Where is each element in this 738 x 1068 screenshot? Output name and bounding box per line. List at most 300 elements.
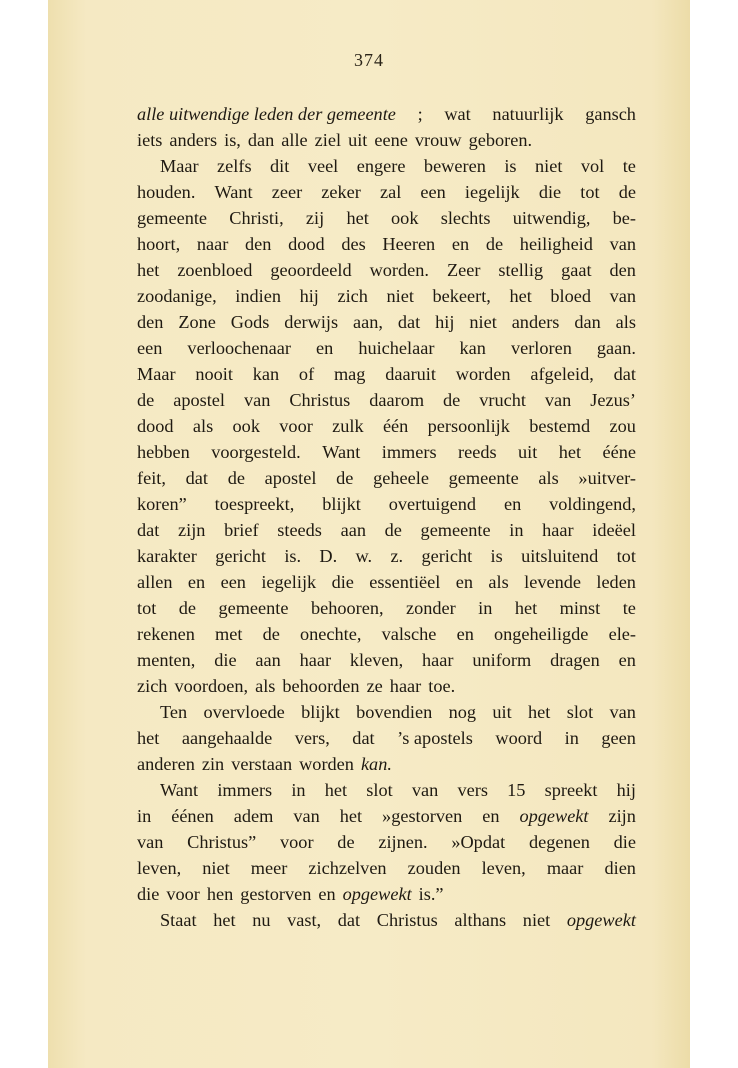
word: minst <box>559 598 601 618</box>
word: niet <box>386 286 414 306</box>
word: veel <box>307 156 339 176</box>
word: van <box>411 780 439 800</box>
word: tot <box>137 598 157 618</box>
word: ’s apostels <box>397 728 473 748</box>
word: en <box>316 338 334 358</box>
word: naar <box>196 234 229 254</box>
word: het <box>213 910 236 930</box>
word: alle <box>281 130 308 150</box>
word: behoorden <box>282 676 360 696</box>
word: zouden <box>407 858 461 878</box>
word: dood <box>288 234 325 254</box>
word: vrucht <box>479 390 526 410</box>
word: de <box>262 624 280 644</box>
word: uitwendig, <box>512 208 591 228</box>
word: het <box>137 728 160 748</box>
word: ook <box>391 208 419 228</box>
word: als <box>192 416 214 436</box>
word: apostel <box>264 468 317 488</box>
word: behooren, <box>310 598 384 618</box>
word: tot <box>616 546 636 566</box>
word: uit <box>492 702 512 722</box>
word: en <box>187 572 206 592</box>
word: één <box>382 416 409 436</box>
word: althans <box>454 910 507 930</box>
word: het <box>324 780 348 800</box>
word: afgeleid, <box>530 364 594 384</box>
word: een <box>420 182 446 202</box>
word: uit <box>518 442 538 462</box>
word: een <box>137 338 163 358</box>
word: overtuigend <box>388 494 477 514</box>
word: te <box>622 156 636 176</box>
word: niet <box>534 156 563 176</box>
word: het <box>346 208 369 228</box>
word: w. <box>355 546 373 566</box>
word: voor <box>280 832 314 852</box>
word: beweren <box>423 156 486 176</box>
word: menten, <box>137 650 196 670</box>
word: de <box>618 182 636 202</box>
word: in <box>291 780 306 800</box>
word: zulk <box>332 416 364 436</box>
word: en <box>318 884 336 904</box>
word: die <box>214 650 237 670</box>
text-line <box>137 153 636 179</box>
word: ongeheiligde <box>494 624 589 644</box>
word: levende <box>524 572 581 592</box>
word: derwijs <box>284 312 339 332</box>
word: den <box>609 260 636 280</box>
word: in <box>509 520 524 540</box>
text-line <box>137 881 636 907</box>
text-line <box>137 465 636 491</box>
word: gemeente <box>137 208 208 228</box>
word: stellig <box>498 260 544 280</box>
word: de <box>443 390 461 410</box>
word: hij <box>435 312 455 332</box>
word: tot <box>580 182 600 202</box>
word: niet <box>522 910 551 930</box>
word: gemeente <box>420 520 491 540</box>
word: haar <box>299 650 332 670</box>
word: woord <box>495 728 543 748</box>
word: engere <box>356 156 406 176</box>
word: dat <box>352 728 375 748</box>
word: een <box>220 572 246 592</box>
word: »uitver- <box>578 468 636 488</box>
text-line <box>137 127 636 153</box>
word: Staat <box>160 910 197 930</box>
word: is <box>504 156 517 176</box>
word: dien <box>604 858 636 878</box>
word: verstaan <box>231 754 293 774</box>
word: meer <box>250 858 288 878</box>
word: persoonlijk <box>427 416 510 436</box>
word: zijn <box>178 520 206 540</box>
text-line <box>137 595 636 621</box>
italic-word: opgewekt <box>519 806 589 826</box>
word: zeker <box>321 182 361 202</box>
word: des <box>341 234 366 254</box>
text-line <box>137 413 636 439</box>
word: van <box>609 702 636 722</box>
word: be- <box>612 208 636 228</box>
word: vers, <box>294 728 330 748</box>
word: onechte, <box>300 624 362 644</box>
body-text <box>137 101 636 933</box>
word: essentiëel <box>369 572 441 592</box>
word: eene <box>374 130 408 150</box>
italic-word: kan. <box>360 754 392 774</box>
word: Want <box>322 442 361 462</box>
word: dat <box>137 520 160 540</box>
word: Zeer <box>446 260 481 280</box>
word: voor <box>166 884 200 904</box>
text-line <box>137 803 636 829</box>
word: die <box>331 572 354 592</box>
word: ziel <box>314 130 342 150</box>
word: apostel <box>173 390 226 410</box>
word: van <box>293 806 320 826</box>
word: rekenen <box>137 624 195 644</box>
word: degenen <box>528 832 590 852</box>
word: kleven, <box>349 650 404 670</box>
word: maar <box>546 858 584 878</box>
word: nog <box>448 702 476 722</box>
word: worden. <box>369 260 429 280</box>
word: Heeren <box>382 234 436 254</box>
text-line <box>137 309 636 335</box>
word: leden <box>596 572 636 592</box>
text-line <box>137 205 636 231</box>
word: nu <box>252 910 271 930</box>
word: zelfs <box>217 156 252 176</box>
word: geen <box>601 728 636 748</box>
word: éénen <box>171 806 214 826</box>
word: Want <box>160 780 199 800</box>
word: adem <box>233 806 274 826</box>
text-line <box>137 621 636 647</box>
word: indien <box>235 286 281 306</box>
word: dat <box>337 910 361 930</box>
word: voordoen, <box>174 676 249 696</box>
word: zal <box>379 182 402 202</box>
word: z. <box>390 546 404 566</box>
word: en <box>451 234 470 254</box>
word: feit, <box>137 468 166 488</box>
word: bestemd <box>529 416 591 436</box>
word: aangehaalde <box>181 728 273 748</box>
word: vrouw <box>414 130 462 150</box>
word: bloed <box>550 286 591 306</box>
word: voorgesteld. <box>211 442 301 462</box>
word: van <box>609 286 636 306</box>
word: daaruit <box>385 364 436 384</box>
word: zichzelven <box>308 858 387 878</box>
word: hij <box>299 286 319 306</box>
word: immers <box>381 442 437 462</box>
word: toespreekt, <box>214 494 295 514</box>
word: in <box>137 806 152 826</box>
word: of <box>298 364 315 384</box>
word: verloochenaar <box>187 338 291 358</box>
word: zou <box>609 416 636 436</box>
word: in <box>564 728 579 748</box>
word: gansch <box>585 104 636 124</box>
word: anders <box>511 312 560 332</box>
word: voor <box>279 416 313 436</box>
word: gaat <box>561 260 592 280</box>
word: ook <box>232 416 260 436</box>
word: als <box>255 676 276 696</box>
word: hebben <box>137 442 190 462</box>
word: geheele <box>373 468 429 488</box>
word: gericht <box>421 546 473 566</box>
word: bekeert, <box>432 286 491 306</box>
word: 15 <box>507 780 526 800</box>
word: en <box>503 494 522 514</box>
word: kan <box>459 338 486 358</box>
word: vol <box>580 156 605 176</box>
text-line <box>137 725 636 751</box>
text-line <box>137 257 636 283</box>
word: blijkt <box>322 494 361 514</box>
word: dit <box>270 156 290 176</box>
word: overvloede <box>203 702 285 722</box>
word: zonder <box>405 598 456 618</box>
text-line <box>137 491 636 517</box>
text-line <box>137 283 636 309</box>
text-line <box>137 569 636 595</box>
word: aan <box>340 520 366 540</box>
word: de <box>485 234 504 254</box>
word: zijn <box>608 806 636 826</box>
italic-word: opgewekt <box>342 884 412 904</box>
word: gericht <box>215 546 266 566</box>
word: slot <box>566 702 594 722</box>
word: haar <box>389 676 422 696</box>
word: het <box>509 286 532 306</box>
word: zij <box>305 208 325 228</box>
word: allen <box>137 572 173 592</box>
word: in <box>478 598 493 618</box>
word: ideëel <box>592 520 636 540</box>
word: kan <box>252 364 280 384</box>
word: gemeente <box>218 598 289 618</box>
word: en <box>618 650 636 670</box>
word: zoenbloed <box>177 260 253 280</box>
word: anders <box>169 130 218 150</box>
word: te <box>622 598 636 618</box>
word: natuurlijk <box>492 104 564 124</box>
text-line <box>137 439 636 465</box>
word: vers <box>457 780 488 800</box>
word: steeds <box>277 520 322 540</box>
word: zin <box>201 754 225 774</box>
word: iets <box>137 130 163 150</box>
word: ééne <box>602 442 636 462</box>
word: en <box>482 806 500 826</box>
word: gemeente <box>448 468 519 488</box>
word: iegelijk <box>261 572 317 592</box>
word: blijkt <box>301 702 340 722</box>
word: hij <box>616 780 636 800</box>
word: vast, <box>287 910 322 930</box>
page-number: 374 <box>354 50 384 70</box>
word: hen <box>206 884 234 904</box>
word: Ten <box>160 702 188 722</box>
word: en <box>455 572 474 592</box>
word: dan <box>574 312 601 332</box>
word: van <box>243 390 271 410</box>
word: aan <box>255 650 281 670</box>
word: die <box>137 884 160 904</box>
word: de <box>336 468 354 488</box>
word: het <box>558 442 582 462</box>
word: dan <box>247 130 275 150</box>
word: aan, <box>353 312 383 332</box>
word: huichelaar <box>358 338 435 358</box>
word: D. <box>319 546 338 566</box>
word: ; <box>417 104 423 124</box>
text-line <box>137 543 636 569</box>
word: Gods <box>230 312 270 332</box>
word: slechts <box>440 208 491 228</box>
word: Zone <box>178 312 216 332</box>
text-line <box>137 361 636 387</box>
text-line <box>137 101 636 127</box>
word: van <box>137 832 164 852</box>
word: haar <box>422 650 454 670</box>
word: die <box>613 832 636 852</box>
word: voldingend, <box>549 494 636 514</box>
word: houden. <box>137 182 196 202</box>
word: van <box>609 234 636 254</box>
text-line <box>137 335 636 361</box>
text-line <box>137 231 636 257</box>
word: van <box>544 390 572 410</box>
word: niet <box>202 858 230 878</box>
word: »gestorven <box>382 806 463 826</box>
word: slot <box>366 780 393 800</box>
word: de <box>137 390 155 410</box>
word: Christus <box>289 390 351 410</box>
word: als <box>538 468 559 488</box>
word: uitsluitend <box>521 546 599 566</box>
word: Jezus’ <box>590 390 636 410</box>
word: ele- <box>608 624 636 644</box>
word: gestorven <box>240 884 312 904</box>
word: dat <box>185 468 208 488</box>
text-line <box>137 829 636 855</box>
text-line <box>137 751 636 777</box>
text-line <box>137 855 636 881</box>
word: Christi, <box>229 208 284 228</box>
word: zich <box>337 286 368 306</box>
word: zoodanige, <box>137 286 217 306</box>
word: Christus <box>376 910 438 930</box>
word: koren” <box>137 494 187 514</box>
word: reeds <box>458 442 497 462</box>
word: en <box>456 624 474 644</box>
word: het <box>339 806 363 826</box>
word: het <box>137 260 160 280</box>
word: de <box>178 598 197 618</box>
word: zeer <box>271 182 303 202</box>
text-line <box>137 517 636 543</box>
word: die <box>538 182 562 202</box>
italic-word: alle uitwendige leden der gemeente <box>137 104 396 124</box>
word: Maar <box>137 364 176 384</box>
word: zich <box>137 676 168 696</box>
word: is, <box>224 130 241 150</box>
word: heiligheid <box>519 234 593 254</box>
word: den <box>245 234 272 254</box>
word: dat <box>397 312 421 332</box>
word: wat <box>444 104 471 124</box>
word: nooit <box>195 364 233 384</box>
word: leven, <box>137 858 182 878</box>
text-line <box>137 777 636 803</box>
word: immers <box>217 780 273 800</box>
word: den <box>137 312 164 332</box>
word: Christus” <box>187 832 257 852</box>
text-line <box>137 699 636 725</box>
word: iegelijk <box>464 182 520 202</box>
word: anderen <box>137 754 195 774</box>
text-line <box>137 907 636 933</box>
word: bovendien <box>356 702 433 722</box>
word: gaan. <box>596 338 636 358</box>
word: zijnen. <box>378 832 428 852</box>
word: hoort, <box>137 234 181 254</box>
word: spreekt <box>544 780 598 800</box>
word: de <box>337 832 355 852</box>
word: als <box>488 572 509 592</box>
word: worden <box>455 364 511 384</box>
word: is. <box>284 546 302 566</box>
text-line <box>137 179 636 205</box>
word: leven, <box>481 858 526 878</box>
word: niet <box>469 312 497 332</box>
word: het <box>514 598 538 618</box>
word: uniform <box>472 650 532 670</box>
word: daarom <box>369 390 425 410</box>
word: de <box>384 520 402 540</box>
word: mag <box>333 364 366 384</box>
word: dragen <box>550 650 600 670</box>
word: het <box>528 702 551 722</box>
word: karakter <box>137 546 197 566</box>
text-line <box>137 673 636 699</box>
word: de <box>227 468 245 488</box>
word: is <box>490 546 503 566</box>
word: ze <box>366 676 383 696</box>
word: dat <box>613 364 636 384</box>
word: worden <box>299 754 354 774</box>
text-line <box>137 387 636 413</box>
word: geoordeeld <box>270 260 352 280</box>
word: is.” <box>418 884 444 904</box>
book-page <box>48 0 690 1068</box>
word: Want <box>214 182 253 202</box>
word: Maar <box>160 156 199 176</box>
word: valsche <box>381 624 437 644</box>
word: brief <box>224 520 259 540</box>
word: uit <box>348 130 368 150</box>
word: als <box>615 312 636 332</box>
